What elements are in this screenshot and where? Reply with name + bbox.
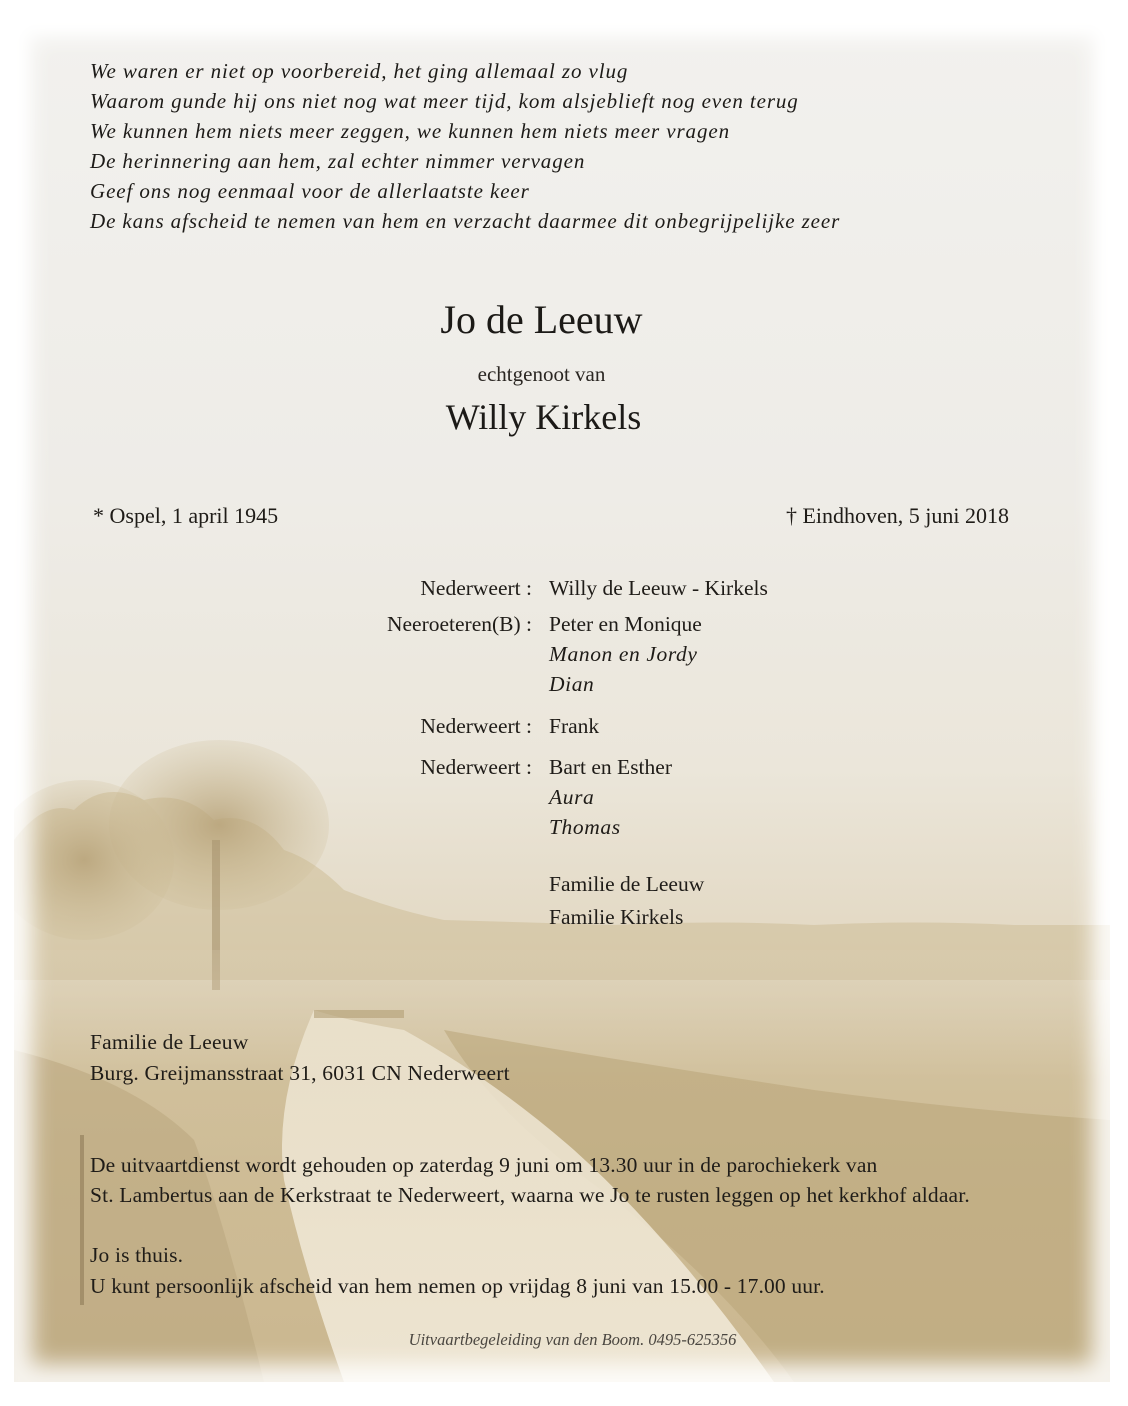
family-names [549,573,768,603]
funeral-director-footer: Uitvaartbegeleiding van den Boom. 0495-625356 [408,1330,737,1349]
family-name: Peter en Monique [549,612,702,636]
family-names [549,868,704,934]
family-name: Frank [549,714,600,738]
family-names [549,752,672,842]
viewing-line: U kunt persoonlijk afscheid van hem nemen op vrijdag 8 juni van 15.00 - 17.00 uur. [90,1274,825,1298]
deceased-name: Jo de Leeuw [440,297,643,342]
family-name: Bart en Esther [549,755,672,779]
viewing-line: Jo is thuis. [90,1243,184,1267]
grandchild-name: Thomas [549,815,621,839]
family-names [549,711,599,741]
family-place: Nederweert : [420,576,532,600]
relation-text: echtgenoot van [477,362,606,386]
poem-line: De herinnering aan hem, zal echter nimmer vervagen [90,149,586,173]
family-name: Familie Kirkels [549,905,684,929]
poem [90,56,840,236]
grandchild-name: Aura [549,785,595,809]
service-line: St. Lambertus aan de Kerkstraat te Nederweert, waarna we Jo te rusten leggen op het kerkhof aldaar. [90,1183,970,1207]
poem-line: Geef ons nog eenmaal voor de allerlaatste keer [90,179,530,203]
family-name: Willy de Leeuw - Kirkels [549,576,768,600]
service-line: De uitvaartdienst wordt gehouden op zaterdag 9 juni om 13.30 uur in de parochiekerk van [90,1153,878,1177]
spouse-name: Willy Kirkels [445,397,642,437]
family-name: Familie de Leeuw [549,872,705,896]
funeral-service-info [90,1150,970,1210]
family-place: Nederweert : [420,714,532,738]
poem-line: We kunnen hem niets meer zeggen, we kunnen hem niets meer vragen [90,119,730,143]
grandchild-name: Manon en Jordy [549,642,698,666]
address-line: Burg. Greijmansstraat 31, 6031 CN Nederweert [90,1061,510,1085]
correspondence-address [90,1027,510,1089]
family-place: Nederweert : [420,755,532,779]
death-date: † Eindhoven, 5 juni 2018 [785,503,1009,528]
poem-line: De kans afscheid te nemen van hem en verzacht daarmee dit onbegrijpelijke zeer [90,209,841,233]
poem-line: Waarom gunde hij ons niet nog wat meer tijd, kom alsjeblieft nog even terug [90,89,799,113]
birth-date: * Ospel, 1 april 1945 [93,503,279,528]
family-place: Neeroeteren(B) : [386,612,532,636]
grandchild-name: Dian [549,672,595,696]
address-line: Familie de Leeuw [90,1030,249,1054]
family-names [549,609,702,699]
poem-line: We waren er niet op voorbereid, het ging allemaal zo vlug [90,59,629,83]
viewing-info [90,1240,825,1302]
